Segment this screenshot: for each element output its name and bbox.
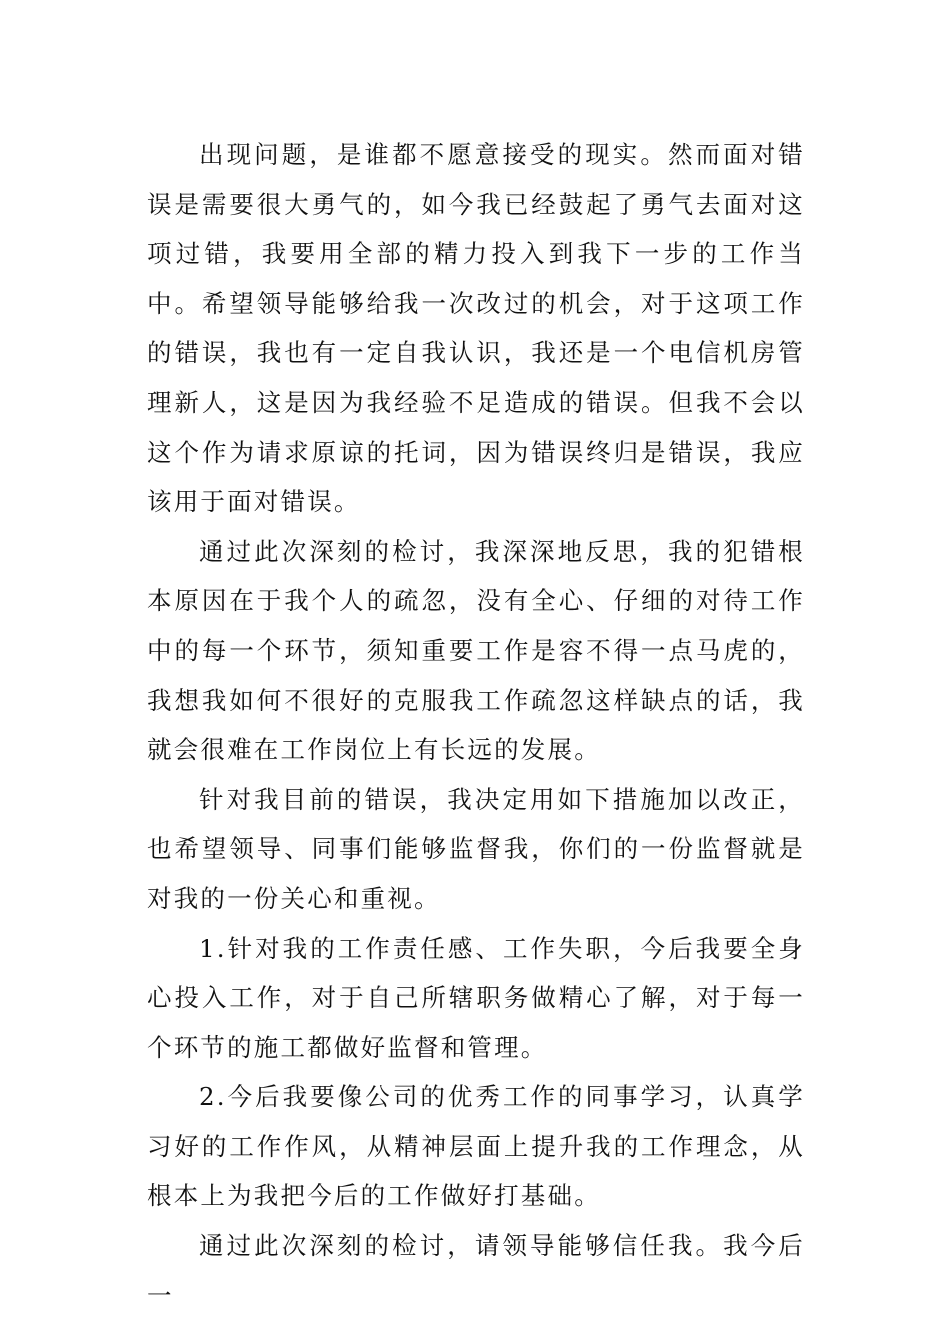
document-body — [147, 130, 805, 1320]
paragraph-admission: 出现问题，是谁都不愿意接受的现实。然而面对错误是需要很大勇气的，如今我已经鼓起了勇气去面对这项过错，我要用全部的精力投入到我下一步的工作当中。希望领导能够给我一次改过的机会，对于这项工作的错误，我也有一定自我认识，我还是一个电信机房管理新人，这是因为我经验不足造成的错误。但我不会以这个作为请求原谅的托词，因为错误终归是错误，我应该用于面对错误。 — [147, 140, 805, 517]
paragraph-measure-2: 2.今后我要像公司的优秀工作的同事学习，认真学习好的工作作风，从精神层面上提升我的工作理念，从根本上为我把今后的工作做好打基础。 — [147, 1082, 805, 1211]
paragraph-closing: 通过此次深刻的检讨，请领导能够信任我。我今后一 — [147, 1231, 805, 1310]
paragraph-measure-1: 1.针对我的工作责任感、工作失职，今后我要全身心投入工作，对于自己所辖职务做精心了解，对于每一个环节的施工都做好监督和管理。 — [147, 933, 805, 1062]
paragraph-reflection: 通过此次深刻的检讨，我深深地反思，我的犯错根本原因在于我个人的疏忽，没有全心、仔细的对待工作中的每一个环节，须知重要工作是容不得一点马虎的，我想我如何不很好的克服我工作疏忽这样缺点的话，我就会很难在工作岗位上有长远的发展。 — [147, 536, 805, 765]
paragraph-measures-intro: 针对我目前的错误，我决定用如下措施加以改正，也希望领导、同事们能够监督我，你们的一份监督就是对我的一份关心和重视。 — [147, 784, 805, 913]
